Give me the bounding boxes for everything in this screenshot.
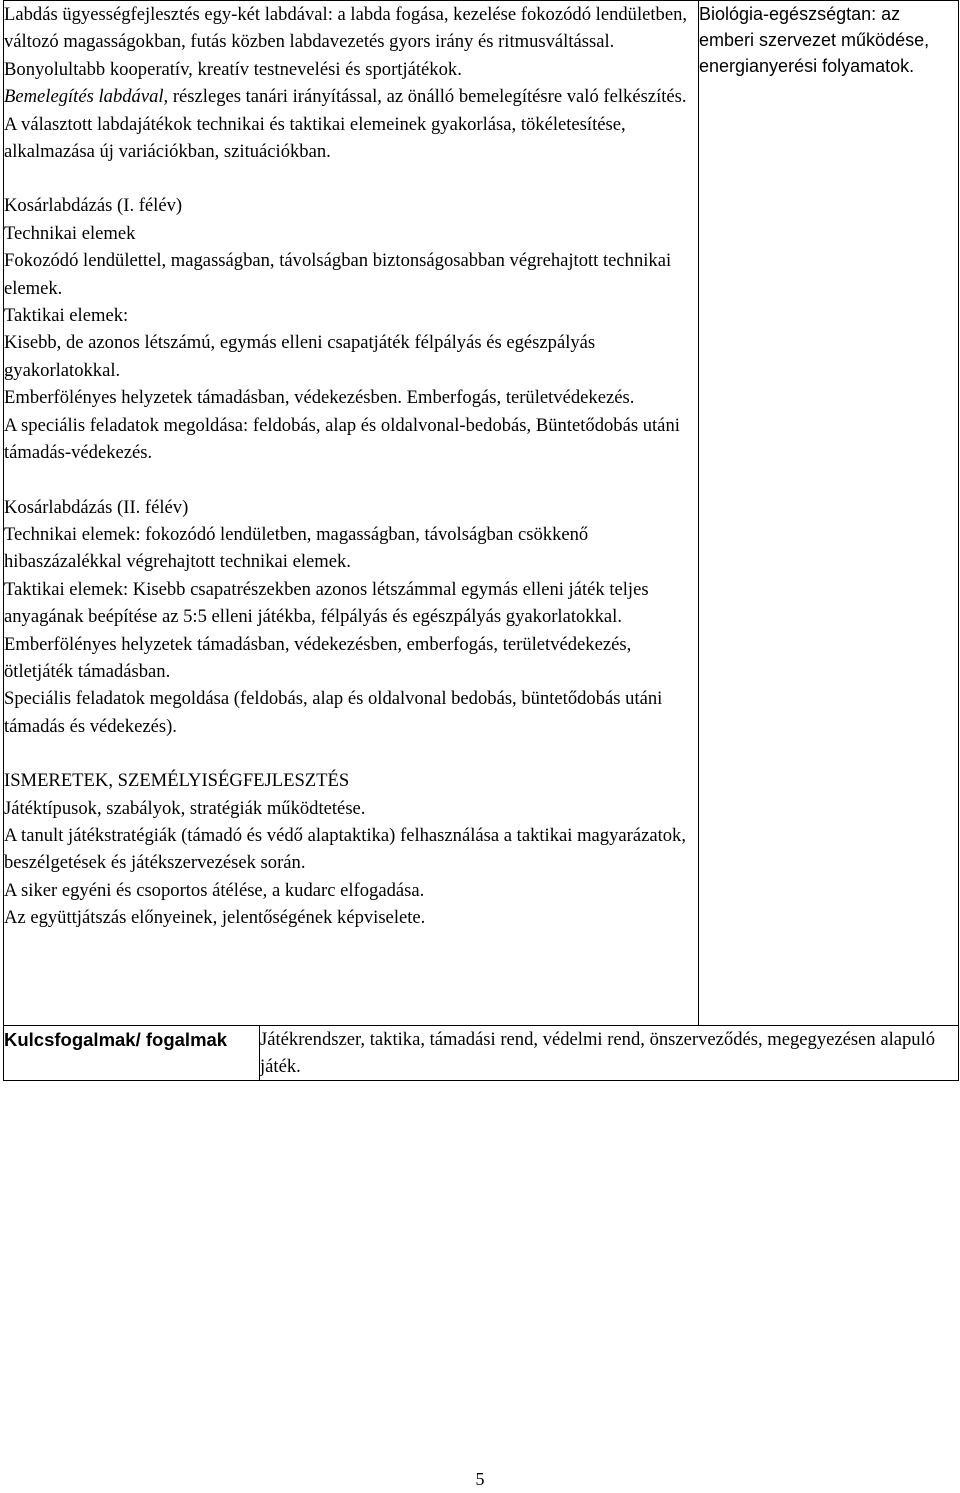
kosar1-line: A speciális feladatok megoldása: feldobás, alap és oldalvonal-bedobás, Büntetődobás utáni támadás-védekezés. [4, 414, 680, 464]
page-number: 5 [475, 1469, 485, 1489]
main-content-cell [4, 1, 699, 1026]
kosar1-line: Taktikai elemek: [4, 305, 129, 327]
content-row [4, 1, 959, 1026]
kosar2-line: Technikai elemek: fokozódó lendületben, magasságban, távolságban csökkenő hibaszázalékkal végrehajtott technikai elemek. [4, 523, 589, 573]
spacer [4, 165, 698, 192]
ismeretek-line: A tanult játékstratégiák (támadó és védő alaptaktika) felhasználása a taktikai magyarázatok, beszélgetések és játékszervezések során. [4, 824, 686, 874]
ismeretek-line: Az együttjátszás előnyeinek, jelentőségének képviselete. [4, 907, 426, 929]
curriculum-table [3, 0, 959, 1081]
kosar2-line: Taktikai elemek: Kisebb csapatrészekben azonos létszámmal egymás elleni játék teljes anyagának beépítése az 5:5 elleni játékba, félpályás és egészpályás gyakorlatokkal. [4, 578, 649, 628]
warmup-rest: , részleges tanári irányítással, az önálló bemelegítésre való felkészítés. [163, 86, 687, 108]
kosar1-heading: Kosárlabdázás (I. félév) [4, 195, 183, 217]
kosar1-line: Kisebb, de azonos létszámú, egymás elleni csapatjáték félpályás és egészpályás gyakorlatokkal. [4, 332, 596, 381]
ismeretek-line: Játéktípusok, szabályok, stratégiák működtetése. [4, 797, 366, 819]
ballgames-paragraph: A választott labdajátékok technikai és taktikai elemeinek gyakorlása, tökéletesítése, alkalmazása új variációkban, szituációkban. [4, 113, 626, 163]
kosar1-line: Fokozódó lendülettel, magasságban, távolságban biztonságosabban végrehajtott technikai elemek. [4, 250, 672, 299]
warmup-italic: Bemelegítés labdával [4, 86, 164, 108]
intro-paragraph: Labdás ügyességfejlesztés egy-két labdával: a labda fogása, kezelése fokozódó lendületben, változó magasságokban, futás közben labdavezetés gyors irány és ritmusváltással. Bonyolultabb kooperatív, kreatív testnevelési és sportjátékok. [4, 4, 688, 80]
kosar1-line: Emberfölényes helyzetek támadásban, védekezésben. Emberfogás, területvédekezés. [4, 387, 635, 409]
ismeretek-line: A siker egyéni és csoportos átélése, a kudarc elfogadása. [4, 879, 425, 901]
ismeretek-heading: ISMERETEK, SZEMÉLYISÉGFEJLESZTÉS [4, 770, 350, 792]
key-concepts-value: Játékrendszer, taktika, támadási rend, védelmi rend, önszerveződés, megegyezésen alapuló játék. [260, 1026, 959, 1081]
spacer [4, 740, 698, 767]
key-concepts-row [4, 1026, 959, 1081]
cross-curricular-text: Biológia-egészségtan: az emberi szervezet működése, energianyerési folyamatok. [699, 4, 930, 76]
kosar2-line: Speciális feladatok megoldása (feldobás, alap és oldalvonal bedobás, büntetődobás utáni támadás és védekezés). [4, 688, 663, 737]
warmup-paragraph [4, 83, 698, 110]
kosar2-line: Emberfölényes helyzetek támadásban, védekezésben, emberfogás, területvédekezés, ötletjáték támadásban. [4, 633, 632, 682]
key-concepts-label: Kulcsfogalmak/ fogalmak [4, 1026, 260, 1081]
kosar2-heading: Kosárlabdázás (II. félév) [4, 496, 189, 518]
cross-curricular-cell [699, 1, 959, 1026]
spacer [4, 467, 698, 494]
kosar1-line: Technikai elemek [4, 222, 136, 244]
